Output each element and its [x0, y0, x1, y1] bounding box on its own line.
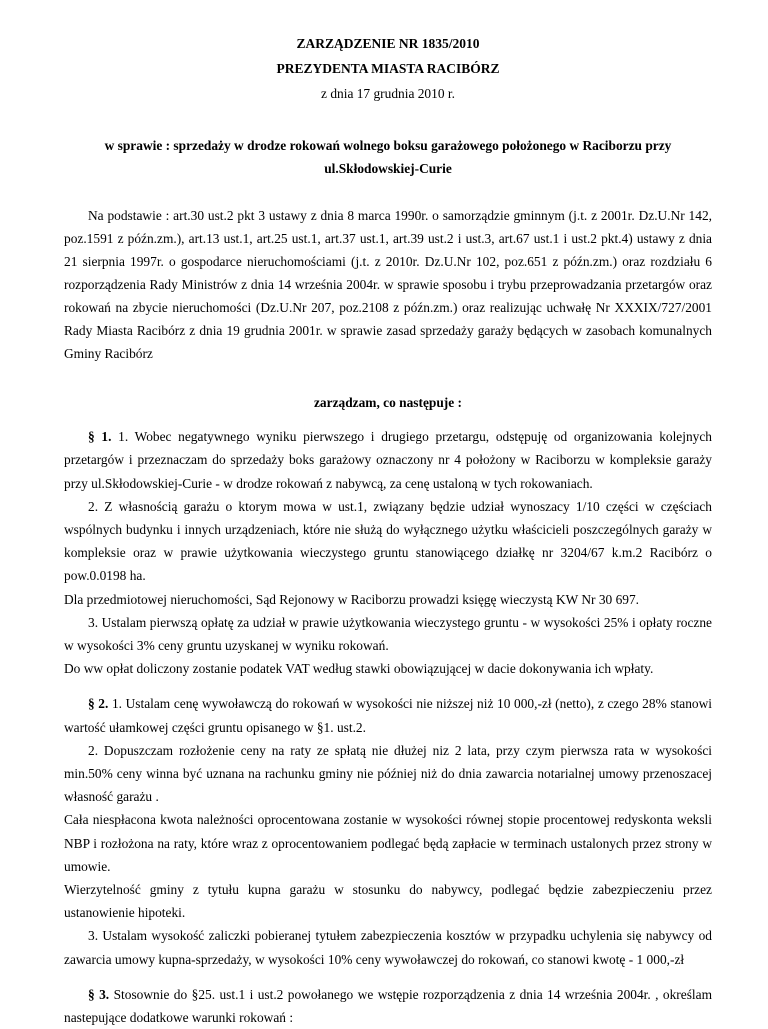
- section-3-symbol: § 3.: [88, 986, 110, 1002]
- section-1-symbol: § 1.: [88, 429, 112, 445]
- section-1-paragraph-1: [64, 425, 712, 495]
- legal-basis: Na podstawie : art.30 ust.2 pkt 3 ustawy z dnia 8 marca 1990r. o samorządzie gminnym (j.t. z 2001r. Dz.U.Nr 142, poz.1591 z późn.zm.), art.13 ust.1, art.25 ust.1, art.37 ust.1, art.39 ust.2 i ust.3, art.67 ust.1 i ust.2 pkt.4) ustawy z dnia 21 sierpnia 1997r. o gospodarce nieruchomościami (j.t. z 2010r. Dz.U.Nr 102, poz.651 z późn.zm.) oraz rozdziału 6 rozporządzenia Rady Ministrów z dnia 14 września 2004r. w sprawie sposobu i trybu przeprowadzania przetargów oraz rokowań na zbycie nieruchomości (Dz.U.Nr 207, poz.2108 z późn.zm.) oraz realizując uchwałę Nr XXXIX/727/2001 Rady Miasta Racibórz z dnia 19 grudnia 2001r. w sprawie zasad sprzedaży garaży będących w zasobach komunalnych Gminy Racibórz: [64, 208, 712, 361]
- section-2-interest-note: Cała niespłacona kwota należności oprocentowana zostanie w wysokości równej stopie procentowej redyskonta weksli NBP i rozłożona na raty, które wraz z oprocentowaniem podlegać będą zapłacie w terminach ustalonych przez strony w umowie.: [64, 812, 712, 874]
- document-subject: w sprawie : sprzedaży w drodze rokowań wolnego boksu garażowego położonego w Raciborzu przy ul.Skłodowskiej-Curie: [104, 138, 672, 176]
- section-3-paragraph-1: [64, 983, 712, 1029]
- document-date: z dnia 17 grudnia 2010 r.: [321, 86, 455, 101]
- section-2-point-2: 2. Dopuszczam rozłożenie ceny na raty ze spłatą nie dłużej niz 2 lata, przy czym pierwsza rata w wysokości min.50% ceny winna być uznana na rachunku gminy nie później niż do dnia zawarcia notarialnej umowy przenoszacej własność garażu .: [64, 742, 712, 805]
- section-2-point-3: 3. Ustalam wysokość zaliczki pobieranej tytułem zabezpieczenia kosztów w przypadku uchylenia się nabywcy od zawarcia umowy kupna-sprzedaży, w wysokości 10% ceny wywoławczej do rokowań, co stanowi kwotę - 1 000,-zł: [64, 928, 712, 967]
- section-1-point-1: 1. Wobec negatywnego wyniku pierwszego i drugiego przetargu, odstępuję od organizowania kolejnych przetargów i przeznaczam do sprzedaży boks garażowy oznaczony nr 4 położony w Raciborzu w kompleksie garaży przy ul.Skłodowskiej-Curie - w drodze rokowań z nabywcą, za cenę ustaloną w tych rokowaniach.: [64, 429, 712, 491]
- document-issuer: PREZYDENTA MIASTA RACIBÓRZ: [276, 61, 500, 76]
- section-2-point-1: 1. Ustalam cenę wywoławczą do rokowań w wysokości nie niższej niż 10 000,-zł (netto), z czego 28% stanowi wartość ułamkowej części gruntu opisanego w §1. ust.2.: [64, 696, 712, 735]
- title-block: [64, 0, 712, 106]
- section-1-vat-note: Do ww opłat doliczony zostanie podatek VAT według stawki obowiązującej w dacie dokonywania ich wpłaty.: [64, 661, 654, 677]
- section-1-point-3: 3. Ustalam pierwszą opłatę za udział w prawie użytkowania wieczystego gruntu - w wysokości 25% i opłaty roczne w wysokości 3% ceny gruntu uzyskanej w wyniku rokowań.: [64, 614, 712, 654]
- section-2-mortgage-note: Wierzytelność gminy z tytułu kupna garażu w stosunku do nabywcy, podlegać będzie zabezpieczeniu przez ustanowienie hipoteki.: [64, 882, 712, 921]
- section-1-land-register: Dla przedmiotowej nieruchomości, Sąd Rejonowy w Raciborzu prowadzi księgę wieczystą KW Nr 30 697.: [64, 591, 640, 607]
- decree-line: zarządzam, co następuje :: [313, 395, 462, 410]
- section-3-text: Stosownie do §25. ust.1 i ust.2 powołanego we wstępie rozporządzenia z dnia 14 września 2004r. , określam nastepujące dodatkowe warunki rokowań :: [64, 986, 712, 1026]
- section-2-paragraph-1: [64, 692, 712, 738]
- section-1: [64, 425, 712, 680]
- section-2-symbol: § 2.: [88, 696, 109, 712]
- section-3: [64, 983, 712, 1029]
- section-1-point-2: 2. Z własnością garażu o ktorym mowa w ust.1, związany będzie udział wynoszacy 1/10 części w częściach wspólnych budynku i innych urządzeniach, które nie służą do wyłącznego użytku właścicieli poszczególnych garaży w kompleksie oraz w prawie użytkowania wieczystego gruntu stanowiącego działkę nr 3204/67 k.m.2 Racibórz o pow.0.0198 ha.: [64, 498, 712, 584]
- document-title: ZARZĄDZENIE NR 1835/2010: [296, 36, 480, 51]
- section-2: [64, 692, 712, 970]
